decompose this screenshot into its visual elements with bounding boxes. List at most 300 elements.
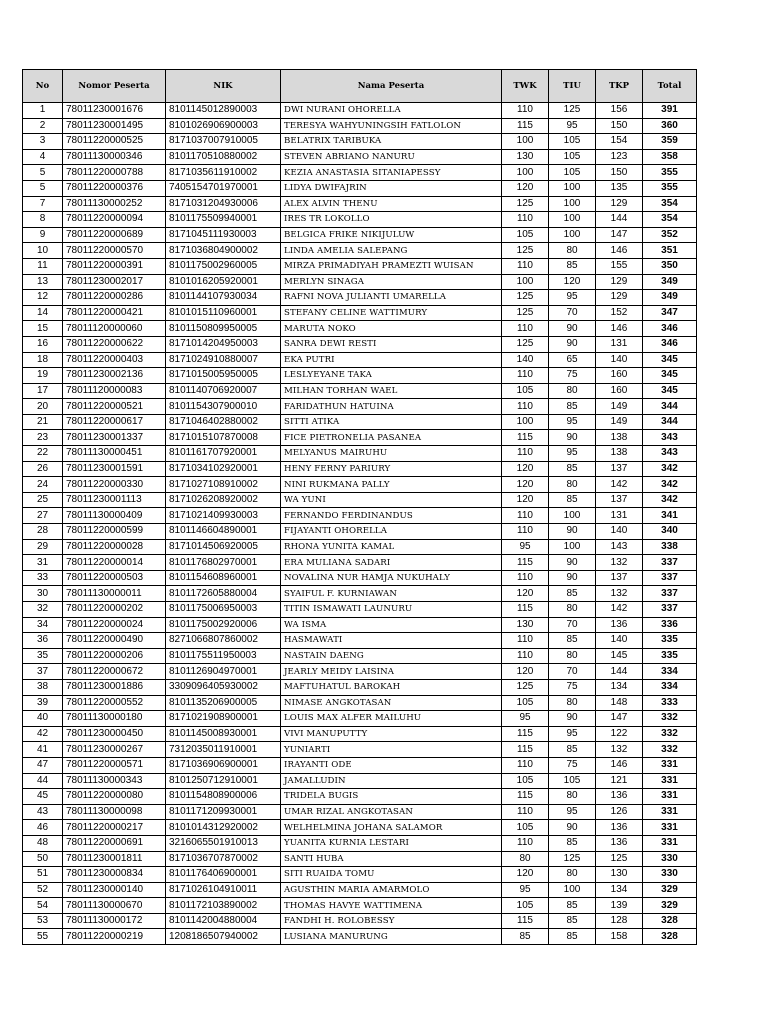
twk-score-cell: 110: [502, 258, 549, 274]
twk-score-cell: 110: [502, 103, 549, 119]
nik-cell: 8101016205920001: [166, 274, 281, 290]
nik-cell: 8101250712910001: [166, 773, 281, 789]
table-row: [23, 446, 697, 462]
tkp-score-cell: 149: [596, 414, 643, 430]
twk-score-cell: 95: [502, 882, 549, 898]
total-score-cell: 345: [643, 383, 697, 399]
total-score-cell: 337: [643, 586, 697, 602]
total-score-cell: 344: [643, 414, 697, 430]
tiu-score-cell: 85: [549, 492, 596, 508]
nomor-peserta-cell: 78011230001886: [63, 679, 166, 695]
row-no: 25: [23, 492, 63, 508]
nik-cell: 8101154608960001: [166, 570, 281, 586]
total-score-cell: 341: [643, 508, 697, 524]
nik-cell: 8101176406900001: [166, 867, 281, 883]
nik-cell: 8101140706920007: [166, 383, 281, 399]
nomor-peserta-cell: 78011230000450: [63, 726, 166, 742]
nik-cell: 8101142004880004: [166, 913, 281, 929]
twk-score-cell: 125: [502, 243, 549, 259]
nik-cell: 8101170510880002: [166, 149, 281, 165]
tiu-score-cell: 90: [549, 524, 596, 540]
nik-cell: 7405154701970001: [166, 180, 281, 196]
nik-cell: 8171036906900001: [166, 757, 281, 773]
total-score-cell: 338: [643, 539, 697, 555]
row-no: 21: [23, 414, 63, 430]
tkp-score-cell: 156: [596, 103, 643, 119]
nomor-peserta-cell: 78011130000172: [63, 913, 166, 929]
nik-cell: 8101175002960005: [166, 258, 281, 274]
nik-cell: 8101126904970001: [166, 664, 281, 680]
nomor-peserta-cell: 78011230002017: [63, 274, 166, 290]
total-score-cell: 345: [643, 368, 697, 384]
nama-peserta-cell: VIVI MANUPUTTY: [281, 726, 502, 742]
row-no: 50: [23, 851, 63, 867]
tiu-score-cell: 75: [549, 757, 596, 773]
row-no: 1: [23, 103, 63, 119]
total-score-cell: 354: [643, 212, 697, 228]
twk-score-cell: 130: [502, 617, 549, 633]
tiu-score-cell: 100: [549, 196, 596, 212]
tiu-score-cell: 90: [549, 336, 596, 352]
row-no: 14: [23, 305, 63, 321]
nama-peserta-cell: DWI NURANI OHORELLA: [281, 103, 502, 119]
nomor-peserta-cell: 78011220000014: [63, 555, 166, 571]
total-score-cell: 337: [643, 602, 697, 618]
nik-cell: 8101014312920002: [166, 820, 281, 836]
nomor-peserta-cell: 78011230001591: [63, 461, 166, 477]
total-score-cell: 332: [643, 726, 697, 742]
total-score-cell: 342: [643, 477, 697, 493]
table-row: [23, 336, 697, 352]
tkp-score-cell: 146: [596, 757, 643, 773]
nama-peserta-cell: WELHELMINA JOHANA SALAMOR: [281, 820, 502, 836]
twk-score-cell: 110: [502, 321, 549, 337]
total-score-cell: 342: [643, 461, 697, 477]
tiu-score-cell: 95: [549, 118, 596, 134]
tiu-score-cell: 90: [549, 555, 596, 571]
table-row: [23, 602, 697, 618]
row-no: 44: [23, 773, 63, 789]
row-no: 22: [23, 446, 63, 462]
nik-cell: 8171036804900002: [166, 243, 281, 259]
nama-peserta-cell: SITTI ATIKA: [281, 414, 502, 430]
table-row: [23, 648, 697, 664]
table-row: [23, 212, 697, 228]
table-row: [23, 165, 697, 181]
nik-cell: 8171035611910002: [166, 165, 281, 181]
nomor-peserta-cell: 78011220000490: [63, 633, 166, 649]
tkp-score-cell: 129: [596, 196, 643, 212]
table-row: [23, 711, 697, 727]
row-no: 28: [23, 524, 63, 540]
tkp-score-cell: 144: [596, 664, 643, 680]
tiu-score-cell: 100: [549, 180, 596, 196]
tkp-score-cell: 145: [596, 648, 643, 664]
header-tkp: TKP: [596, 70, 643, 103]
nik-cell: 3216065501910013: [166, 835, 281, 851]
nik-cell: 7312035011910001: [166, 742, 281, 758]
row-no: 43: [23, 804, 63, 820]
tiu-score-cell: 90: [549, 711, 596, 727]
nik-cell: 8101172103890002: [166, 898, 281, 914]
tiu-score-cell: 85: [549, 399, 596, 415]
twk-score-cell: 115: [502, 118, 549, 134]
nik-cell: 8101154307900010: [166, 399, 281, 415]
row-no: 31: [23, 555, 63, 571]
nik-cell: 8271066807860002: [166, 633, 281, 649]
nomor-peserta-cell: 78011220000206: [63, 648, 166, 664]
twk-score-cell: 125: [502, 290, 549, 306]
total-score-cell: 332: [643, 742, 697, 758]
row-no: 36: [23, 633, 63, 649]
nik-cell: 8171015005950005: [166, 368, 281, 384]
nomor-peserta-cell: 78011220000403: [63, 352, 166, 368]
tiu-score-cell: 95: [549, 446, 596, 462]
tiu-score-cell: 70: [549, 664, 596, 680]
row-no: 19: [23, 368, 63, 384]
nomor-peserta-cell: 78011230001495: [63, 118, 166, 134]
total-score-cell: 337: [643, 555, 697, 571]
nama-peserta-cell: ERA MULIANA SADARI: [281, 555, 502, 571]
row-no: 27: [23, 508, 63, 524]
table-row: [23, 586, 697, 602]
twk-score-cell: 105: [502, 773, 549, 789]
nama-peserta-cell: STEFANY CELINE WATTIMURY: [281, 305, 502, 321]
tkp-score-cell: 138: [596, 430, 643, 446]
row-no: 51: [23, 867, 63, 883]
nik-cell: 8101015110960001: [166, 305, 281, 321]
table-row: [23, 742, 697, 758]
header-total: Total: [643, 70, 697, 103]
table-row: [23, 258, 697, 274]
row-no: 29: [23, 539, 63, 555]
total-score-cell: 328: [643, 929, 697, 945]
nomor-peserta-cell: 78011130000346: [63, 149, 166, 165]
tiu-score-cell: 75: [549, 679, 596, 695]
nama-peserta-cell: AGUSTHIN MARIA AMARMOLO: [281, 882, 502, 898]
table-row: [23, 492, 697, 508]
nik-cell: 8171034102920001: [166, 461, 281, 477]
tkp-score-cell: 152: [596, 305, 643, 321]
nik-cell: 8101026906900003: [166, 118, 281, 134]
twk-score-cell: 140: [502, 352, 549, 368]
tiu-score-cell: 105: [549, 165, 596, 181]
row-no: 37: [23, 664, 63, 680]
table-row: [23, 867, 697, 883]
table-row: [23, 290, 697, 306]
nik-cell: 8101144107930034: [166, 290, 281, 306]
twk-score-cell: 100: [502, 165, 549, 181]
nama-peserta-cell: FICE PIETRONELIA PASANEA: [281, 430, 502, 446]
nik-cell: 8101135206900005: [166, 695, 281, 711]
row-no: 15: [23, 321, 63, 337]
tkp-score-cell: 142: [596, 602, 643, 618]
tiu-score-cell: 100: [549, 882, 596, 898]
row-no: 5: [23, 165, 63, 181]
nomor-peserta-cell: 78011220000788: [63, 165, 166, 181]
nomor-peserta-cell: 78011130000098: [63, 804, 166, 820]
row-no: 52: [23, 882, 63, 898]
tiu-score-cell: 80: [549, 648, 596, 664]
nomor-peserta-cell: 78011130000252: [63, 196, 166, 212]
table-row: [23, 383, 697, 399]
tiu-score-cell: 100: [549, 227, 596, 243]
nomor-peserta-cell: 78011130000011: [63, 586, 166, 602]
nomor-peserta-cell: 78011230001337: [63, 430, 166, 446]
row-no: 48: [23, 835, 63, 851]
total-score-cell: 328: [643, 913, 697, 929]
total-score-cell: 345: [643, 352, 697, 368]
total-score-cell: 331: [643, 757, 697, 773]
total-score-cell: 347: [643, 305, 697, 321]
tiu-score-cell: 95: [549, 414, 596, 430]
row-no: 10: [23, 243, 63, 259]
total-score-cell: 337: [643, 570, 697, 586]
header-nama-peserta: Nama Peserta: [281, 70, 502, 103]
nomor-peserta-cell: 78011220000691: [63, 835, 166, 851]
twk-score-cell: 85: [502, 929, 549, 945]
tkp-score-cell: 126: [596, 804, 643, 820]
tkp-score-cell: 134: [596, 679, 643, 695]
nama-peserta-cell: NOVALINA NUR HAMJA NUKUHALY: [281, 570, 502, 586]
tiu-score-cell: 80: [549, 695, 596, 711]
table-row: [23, 539, 697, 555]
nik-cell: 8171015107870008: [166, 430, 281, 446]
results-table: [22, 69, 697, 945]
nama-peserta-cell: RHONA YUNITA KAMAL: [281, 539, 502, 555]
tiu-score-cell: 80: [549, 602, 596, 618]
tkp-score-cell: 155: [596, 258, 643, 274]
row-no: 5: [23, 180, 63, 196]
table-row: [23, 227, 697, 243]
tiu-score-cell: 70: [549, 305, 596, 321]
twk-score-cell: 125: [502, 679, 549, 695]
nama-peserta-cell: IRES TR LOKOLLO: [281, 212, 502, 228]
nomor-peserta-cell: 78011220000689: [63, 227, 166, 243]
header-nomor-peserta: Nomor Peserta: [63, 70, 166, 103]
tiu-score-cell: 80: [549, 383, 596, 399]
nik-cell: 8101176802970001: [166, 555, 281, 571]
nomor-peserta-cell: 78011220000570: [63, 243, 166, 259]
tiu-score-cell: 105: [549, 773, 596, 789]
twk-score-cell: 95: [502, 711, 549, 727]
nomor-peserta-cell: 78011220000028: [63, 539, 166, 555]
nama-peserta-cell: LUSIANA MANURUNG: [281, 929, 502, 945]
nama-peserta-cell: RAFNI NOVA JULIANTI UMARELLA: [281, 290, 502, 306]
nama-peserta-cell: FERNANDO FERDINANDUS: [281, 508, 502, 524]
total-score-cell: 334: [643, 679, 697, 695]
table-row: [23, 430, 697, 446]
nomor-peserta-cell: 78011220000217: [63, 820, 166, 836]
tkp-score-cell: 125: [596, 851, 643, 867]
nomor-peserta-cell: 78011220000391: [63, 258, 166, 274]
total-score-cell: 354: [643, 196, 697, 212]
nik-cell: 8101175002920006: [166, 617, 281, 633]
results-table-container: [22, 69, 696, 945]
row-no: 34: [23, 617, 63, 633]
table-header-row: [23, 70, 697, 103]
nama-peserta-cell: NINI RUKMANA PALLY: [281, 477, 502, 493]
nomor-peserta-cell: 78011230000834: [63, 867, 166, 883]
tiu-score-cell: 85: [549, 586, 596, 602]
tiu-score-cell: 85: [549, 913, 596, 929]
total-score-cell: 336: [643, 617, 697, 633]
nomor-peserta-cell: 78011220000286: [63, 290, 166, 306]
table-row: [23, 929, 697, 945]
tiu-score-cell: 90: [549, 570, 596, 586]
nik-cell: 8171031204930006: [166, 196, 281, 212]
nomor-peserta-cell: 78011230001676: [63, 103, 166, 119]
nik-cell: 8101150809950005: [166, 321, 281, 337]
table-row: [23, 820, 697, 836]
total-score-cell: 343: [643, 446, 697, 462]
table-row: [23, 103, 697, 119]
nama-peserta-cell: JAMALLUDIN: [281, 773, 502, 789]
tkp-score-cell: 129: [596, 274, 643, 290]
nomor-peserta-cell: 78011230002136: [63, 368, 166, 384]
total-score-cell: 359: [643, 134, 697, 150]
total-score-cell: 342: [643, 492, 697, 508]
nomor-peserta-cell: 78011220000525: [63, 134, 166, 150]
row-no: 35: [23, 648, 63, 664]
nama-peserta-cell: BELGICA FRIKE NIKIJULUW: [281, 227, 502, 243]
nik-cell: 8101145012890003: [166, 103, 281, 119]
nomor-peserta-cell: 78011230000267: [63, 742, 166, 758]
nama-peserta-cell: SANRA DEWI RESTI: [281, 336, 502, 352]
total-score-cell: 349: [643, 274, 697, 290]
nik-cell: 8171037007910005: [166, 134, 281, 150]
row-no: 9: [23, 227, 63, 243]
table-row: [23, 789, 697, 805]
tiu-score-cell: 105: [549, 134, 596, 150]
tkp-score-cell: 136: [596, 617, 643, 633]
tiu-score-cell: 80: [549, 477, 596, 493]
nama-peserta-cell: WA YUNI: [281, 492, 502, 508]
table-row: [23, 679, 697, 695]
nama-peserta-cell: HASMAWATI: [281, 633, 502, 649]
table-row: [23, 508, 697, 524]
table-row: [23, 352, 697, 368]
tkp-score-cell: 132: [596, 555, 643, 571]
tkp-score-cell: 149: [596, 399, 643, 415]
nik-cell: 3309096405930002: [166, 679, 281, 695]
nama-peserta-cell: HENY FERNY PARIURY: [281, 461, 502, 477]
nama-peserta-cell: WA ISMA: [281, 617, 502, 633]
tiu-score-cell: 80: [549, 867, 596, 883]
nik-cell: 8101146604890001: [166, 524, 281, 540]
tkp-score-cell: 158: [596, 929, 643, 945]
total-score-cell: 330: [643, 851, 697, 867]
total-score-cell: 355: [643, 180, 697, 196]
row-no: 13: [23, 274, 63, 290]
table-row: [23, 368, 697, 384]
twk-score-cell: 110: [502, 804, 549, 820]
twk-score-cell: 115: [502, 555, 549, 571]
table-row: [23, 305, 697, 321]
twk-score-cell: 110: [502, 399, 549, 415]
nik-cell: 8171046402880002: [166, 414, 281, 430]
table-row: [23, 196, 697, 212]
table-row: [23, 570, 697, 586]
twk-score-cell: 100: [502, 274, 549, 290]
nik-cell: 8171045111930003: [166, 227, 281, 243]
table-row: [23, 804, 697, 820]
nama-peserta-cell: SYAIFUL F. KURNIAWAN: [281, 586, 502, 602]
row-no: 38: [23, 679, 63, 695]
twk-score-cell: 110: [502, 835, 549, 851]
tiu-score-cell: 120: [549, 274, 596, 290]
nomor-peserta-cell: 78011220000521: [63, 399, 166, 415]
tiu-score-cell: 125: [549, 851, 596, 867]
twk-score-cell: 115: [502, 602, 549, 618]
nama-peserta-cell: LESLYEYANE TAKA: [281, 368, 502, 384]
tkp-score-cell: 129: [596, 290, 643, 306]
tkp-score-cell: 140: [596, 352, 643, 368]
row-no: 16: [23, 336, 63, 352]
nama-peserta-cell: MIRZA PRIMADIYAH PRAMEZTI WUISAN: [281, 258, 502, 274]
twk-score-cell: 110: [502, 212, 549, 228]
table-row: [23, 695, 697, 711]
tkp-score-cell: 132: [596, 586, 643, 602]
total-score-cell: 331: [643, 773, 697, 789]
table-row: [23, 835, 697, 851]
nama-peserta-cell: LOUIS MAX ALFER MAILUHU: [281, 711, 502, 727]
nama-peserta-cell: TRIDELA BUGIS: [281, 789, 502, 805]
twk-score-cell: 105: [502, 227, 549, 243]
table-row: [23, 399, 697, 415]
nama-peserta-cell: MAFTUHATUL BAROKAH: [281, 679, 502, 695]
nama-peserta-cell: UMAR RIZAL ANGKOTASAN: [281, 804, 502, 820]
nik-cell: 8101175006950003: [166, 602, 281, 618]
tkp-score-cell: 134: [596, 882, 643, 898]
row-no: 39: [23, 695, 63, 711]
table-row: [23, 633, 697, 649]
twk-score-cell: 115: [502, 726, 549, 742]
tiu-score-cell: 95: [549, 290, 596, 306]
nik-cell: 8171026208920002: [166, 492, 281, 508]
nama-peserta-cell: LINDA AMELIA SALEPANG: [281, 243, 502, 259]
row-no: 45: [23, 789, 63, 805]
total-score-cell: 355: [643, 165, 697, 181]
tkp-score-cell: 160: [596, 368, 643, 384]
nama-peserta-cell: MERLYN SINAGA: [281, 274, 502, 290]
nomor-peserta-cell: 78011220000094: [63, 212, 166, 228]
twk-score-cell: 110: [502, 570, 549, 586]
nomor-peserta-cell: 78011120000083: [63, 383, 166, 399]
nama-peserta-cell: MILHAN TORHAN WAEL: [281, 383, 502, 399]
tiu-score-cell: 80: [549, 243, 596, 259]
nama-peserta-cell: FARIDATHUN HATUINA: [281, 399, 502, 415]
tiu-score-cell: 90: [549, 820, 596, 836]
tkp-score-cell: 137: [596, 492, 643, 508]
nomor-peserta-cell: 78011230001811: [63, 851, 166, 867]
tiu-score-cell: 85: [549, 633, 596, 649]
row-no: 11: [23, 258, 63, 274]
tiu-score-cell: 90: [549, 321, 596, 337]
row-no: 55: [23, 929, 63, 945]
twk-score-cell: 115: [502, 742, 549, 758]
row-no: 33: [23, 570, 63, 586]
tkp-score-cell: 150: [596, 118, 643, 134]
twk-score-cell: 105: [502, 898, 549, 914]
tkp-score-cell: 138: [596, 446, 643, 462]
nomor-peserta-cell: 78011220000622: [63, 336, 166, 352]
tiu-score-cell: 75: [549, 368, 596, 384]
nomor-peserta-cell: 78011220000080: [63, 789, 166, 805]
nomor-peserta-cell: 78011230000140: [63, 882, 166, 898]
total-score-cell: 346: [643, 321, 697, 337]
nomor-peserta-cell: 78011130000343: [63, 773, 166, 789]
